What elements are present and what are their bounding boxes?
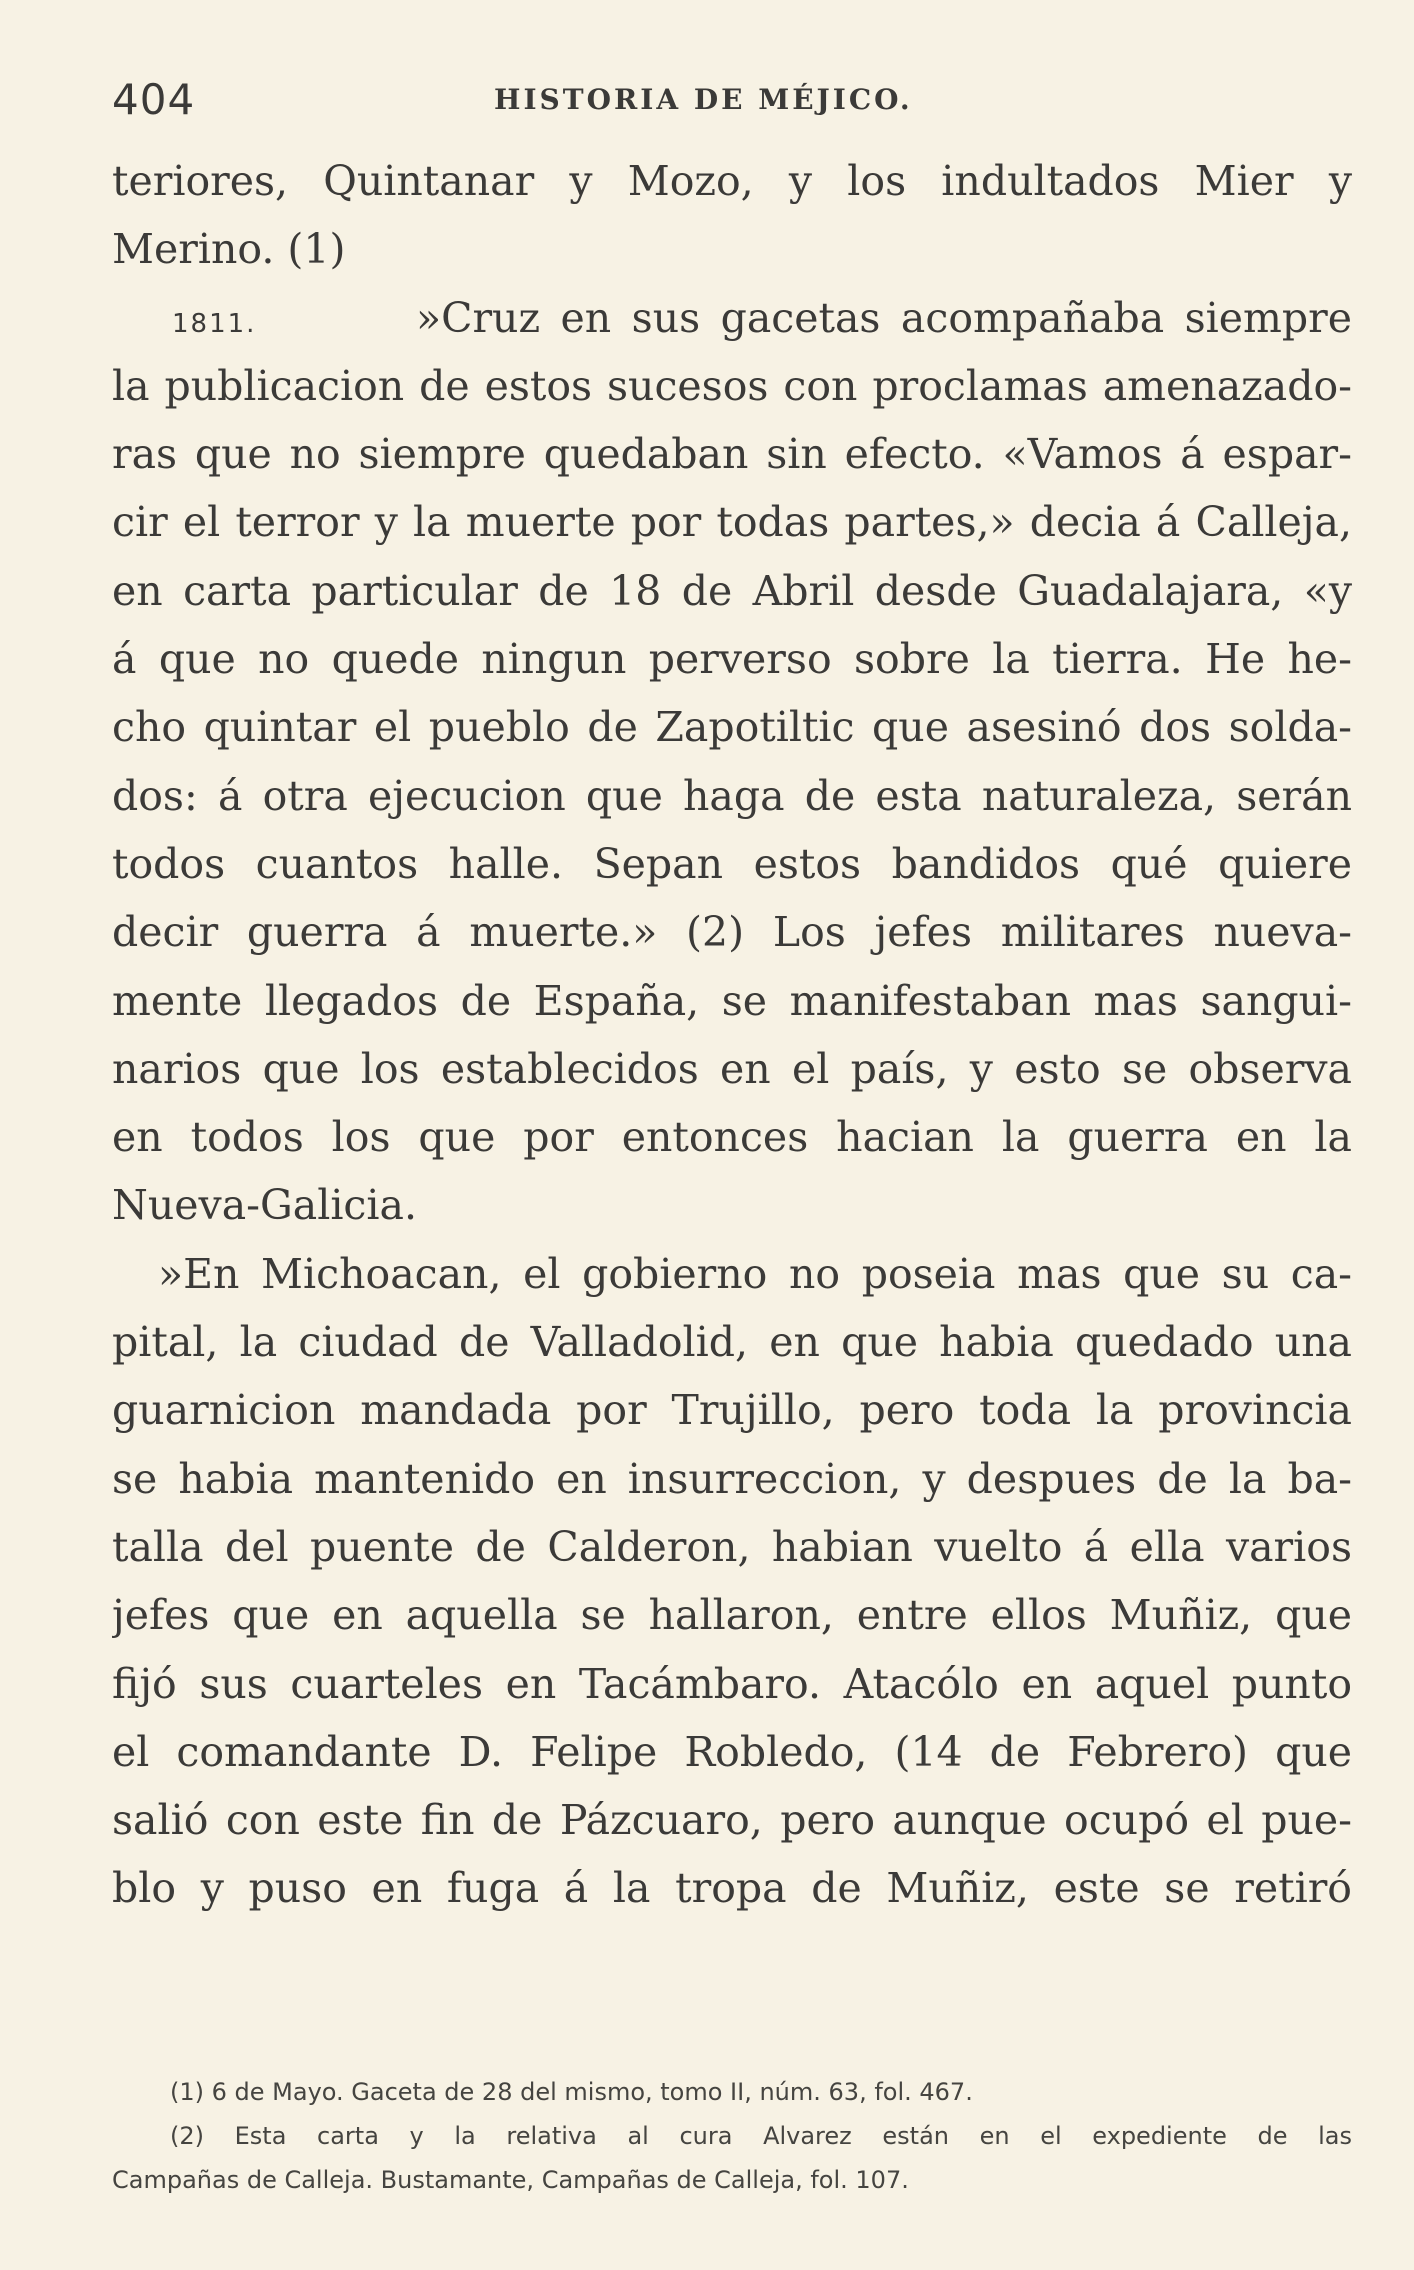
text-line: talla del puente de Calderon, habian vuelto á ella varios xyxy=(112,1522,1352,1571)
page-header xyxy=(112,70,1352,130)
text-line: guarnicion mandada por Trujillo, pero toda la provincia xyxy=(112,1386,1352,1435)
footnote-2-line-1: (2) Esta carta y la relativa al cura Alvarez están en el expediente de las xyxy=(170,2122,1352,2150)
text-line: mente llegados de España, se manifestaban mas sangui- xyxy=(112,976,1352,1025)
text-line: el comandante D. Felipe Robledo, (14 de Febrero) que xyxy=(112,1727,1352,1776)
text-line: á que no quede ningun perverso sobre la tierra. He he- xyxy=(112,635,1352,684)
text-line: salió con este fin de Pázcuaro, pero aunque ocupó el pue- xyxy=(112,1796,1352,1845)
text-line: »En Michoacan, el gobierno no poseia mas que su ca- xyxy=(158,1249,1352,1298)
page-number: 404 xyxy=(112,75,196,124)
text-line: ras que no siempre quedaban sin efecto. «Vamos á espar- xyxy=(112,430,1352,479)
body-text xyxy=(112,147,1352,1923)
text-line: se habia mantenido en insurreccion, y despues de la ba- xyxy=(112,1454,1352,1503)
text-line: »Cruz en sus gacetas acompañaba siempre xyxy=(416,293,1352,342)
footnote-2-line-2: Campañas de Calleja. Bustamante, Campañas de Calleja, fol. 107. xyxy=(112,2166,909,2194)
text-line: la publicacion de estos sucesos con proclamas amenazado- xyxy=(112,361,1352,410)
text-line: en carta particular de 18 de Abril desde Guadalajara, «y xyxy=(112,566,1352,615)
text-line: dos: á otra ejecucion que haga de esta naturaleza, serán xyxy=(112,771,1352,820)
text-line: blo y puso en fuga á la tropa de Muñiz, este se retiró xyxy=(112,1864,1352,1913)
text-line: teriores, Quintanar y Mozo, y los indultados Mier y xyxy=(112,157,1352,205)
year-line xyxy=(112,284,1352,352)
text-line: pital, la ciudad de Valladolid, en que habia quedado una xyxy=(112,1318,1352,1367)
text-line: decir guerra á muerte.» (2) Los jefes militares nueva- xyxy=(112,908,1352,957)
footnotes xyxy=(112,2070,1352,2202)
text-line: en todos los que por entonces hacian la guerra en la xyxy=(112,1113,1352,1162)
text-line: Nueva-Galicia. xyxy=(112,1181,417,1230)
margin-year-note: 1811. xyxy=(172,308,257,339)
text-line: fijó sus cuarteles en Tacámbaro. Atacólo en aquel punto xyxy=(112,1659,1352,1708)
running-head: HISTORIA DE MÉJICO. xyxy=(494,83,913,116)
text-line: cho quintar el pueblo de Zapotiltic que asesinó dos solda- xyxy=(112,703,1352,752)
footnote-1: (1) 6 de Mayo. Gaceta de 28 del mismo, tomo II, núm. 63, fol. 467. xyxy=(170,2078,973,2106)
text-line: Merino. (1) xyxy=(112,225,346,274)
text-line: todos cuantos halle. Sepan estos bandidos qué quiere xyxy=(112,839,1352,888)
text-line: cir el terror y la muerte por todas partes,» decia á Calleja, xyxy=(112,498,1352,547)
text-line: jefes que en aquella se hallaron, entre ellos Muñiz, que xyxy=(112,1591,1352,1640)
text-line: narios que los establecidos en el país, y esto se observa xyxy=(112,1044,1352,1093)
